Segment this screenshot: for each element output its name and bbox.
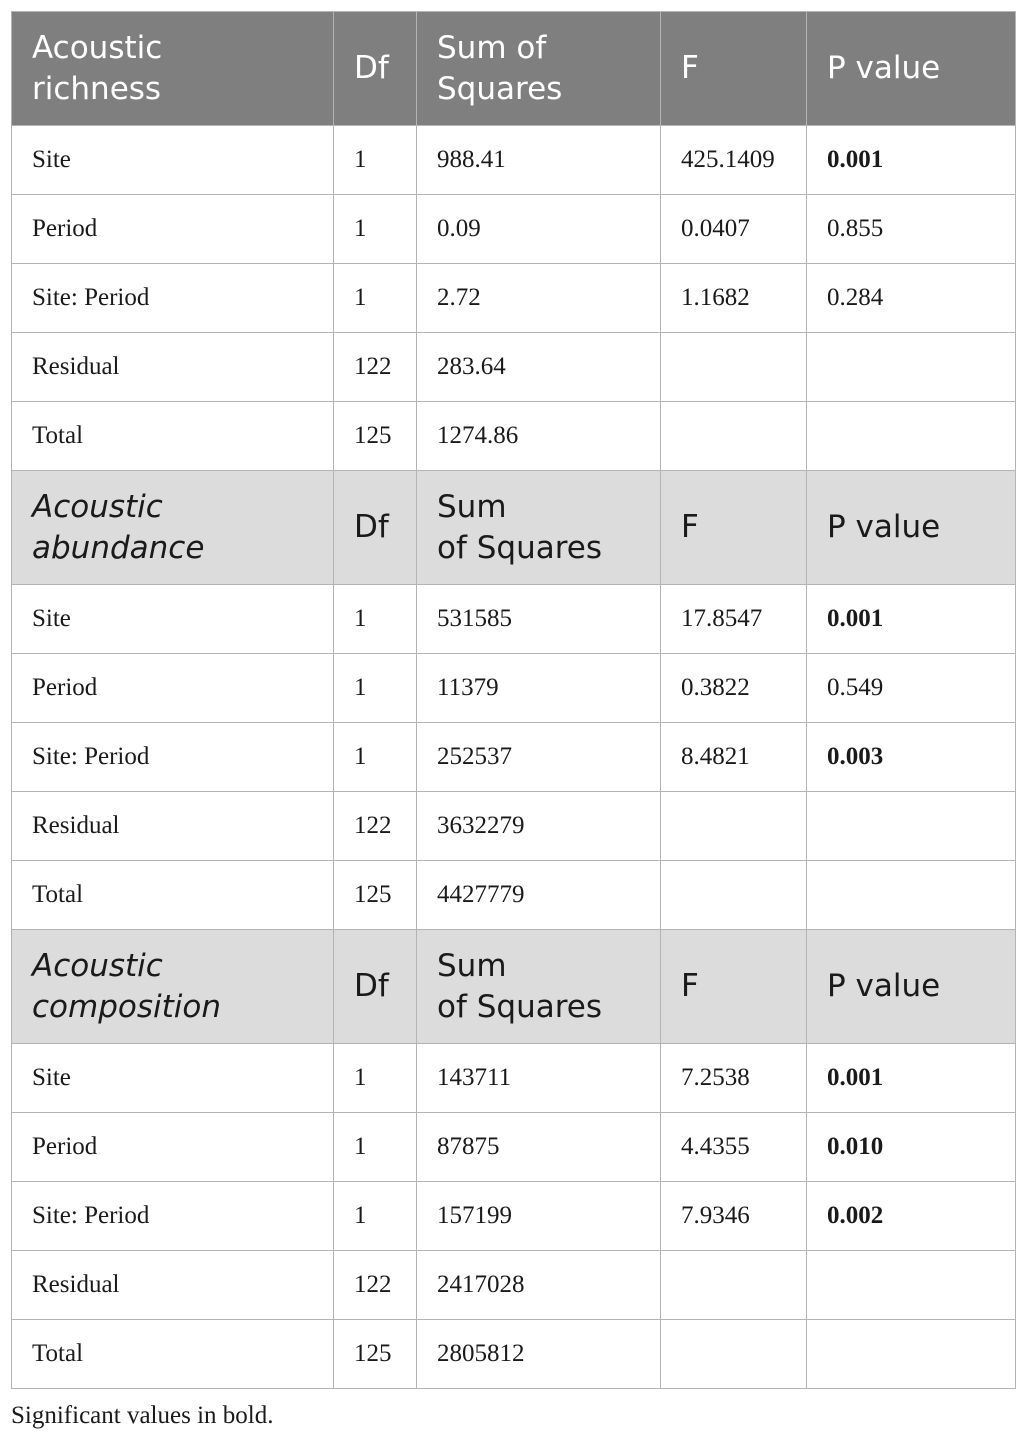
p-value-cell	[807, 792, 1016, 861]
p-value-cell	[807, 333, 1016, 402]
column-header: Df	[334, 12, 417, 126]
row-label: Residual	[12, 1251, 334, 1320]
df-cell: 125	[334, 861, 417, 930]
column-header: F	[661, 12, 807, 126]
p-value-cell	[807, 1320, 1016, 1389]
row-label: Site	[12, 585, 334, 654]
p-value-cell	[807, 1251, 1016, 1320]
column-header: P value	[807, 471, 1016, 585]
row-label: Site: Period	[12, 1182, 334, 1251]
sum-of-squares-cell: 988.41	[417, 126, 661, 195]
table-row	[12, 195, 1016, 264]
table-row	[12, 792, 1016, 861]
f-cell	[661, 402, 807, 471]
df-cell: 1	[334, 1044, 417, 1113]
row-label: Residual	[12, 333, 334, 402]
row-label: Total	[12, 1320, 334, 1389]
section-header-row	[12, 12, 1016, 126]
f-cell	[661, 1320, 807, 1389]
column-header: Df	[334, 471, 417, 585]
f-cell: 17.8547	[661, 585, 807, 654]
table-row	[12, 1182, 1016, 1251]
row-label: Residual	[12, 792, 334, 861]
df-cell: 1	[334, 585, 417, 654]
p-value-cell: 0.284	[807, 264, 1016, 333]
f-cell	[661, 333, 807, 402]
sum-of-squares-cell: 0.09	[417, 195, 661, 264]
p-value-cell: 0.549	[807, 654, 1016, 723]
df-cell: 1	[334, 264, 417, 333]
row-label: Period	[12, 654, 334, 723]
df-cell: 122	[334, 792, 417, 861]
df-cell: 1	[334, 195, 417, 264]
f-cell: 1.1682	[661, 264, 807, 333]
anova-table	[11, 11, 1016, 1389]
section-title: Acoustic abundance	[12, 471, 334, 585]
df-cell: 1	[334, 1113, 417, 1182]
table-row	[12, 723, 1016, 792]
f-cell: 7.9346	[661, 1182, 807, 1251]
sum-of-squares-cell: 157199	[417, 1182, 661, 1251]
column-header: F	[661, 930, 807, 1044]
sum-of-squares-cell: 252537	[417, 723, 661, 792]
df-cell: 125	[334, 402, 417, 471]
column-header: Sum of Squares	[417, 930, 661, 1044]
table-row	[12, 1044, 1016, 1113]
f-cell: 8.4821	[661, 723, 807, 792]
df-cell: 1	[334, 126, 417, 195]
section-title: Acoustic composition	[12, 930, 334, 1044]
table-row	[12, 402, 1016, 471]
f-cell	[661, 1251, 807, 1320]
table-row	[12, 264, 1016, 333]
p-value-cell: 0.010	[807, 1113, 1016, 1182]
p-value-cell: 0.002	[807, 1182, 1016, 1251]
df-cell: 1	[334, 723, 417, 792]
f-cell	[661, 861, 807, 930]
section-title: Acoustic richness	[12, 12, 334, 126]
sum-of-squares-cell: 4427779	[417, 861, 661, 930]
section-header-row	[12, 471, 1016, 585]
df-cell: 1	[334, 654, 417, 723]
df-cell: 1	[334, 1182, 417, 1251]
table-row	[12, 654, 1016, 723]
table-row	[12, 1113, 1016, 1182]
sum-of-squares-cell: 2805812	[417, 1320, 661, 1389]
f-cell: 7.2538	[661, 1044, 807, 1113]
row-label: Site	[12, 126, 334, 195]
column-header: Sum of Squares	[417, 12, 661, 126]
sum-of-squares-cell: 1274.86	[417, 402, 661, 471]
table-row	[12, 1251, 1016, 1320]
sum-of-squares-cell: 283.64	[417, 333, 661, 402]
df-cell: 122	[334, 333, 417, 402]
sum-of-squares-cell: 2417028	[417, 1251, 661, 1320]
p-value-cell: 0.001	[807, 585, 1016, 654]
row-label: Period	[12, 1113, 334, 1182]
sum-of-squares-cell: 87875	[417, 1113, 661, 1182]
f-cell: 0.0407	[661, 195, 807, 264]
table-row	[12, 585, 1016, 654]
f-cell: 4.4355	[661, 1113, 807, 1182]
table-row	[12, 1320, 1016, 1389]
table-row	[12, 861, 1016, 930]
column-header: Sum of Squares	[417, 471, 661, 585]
table-row	[12, 333, 1016, 402]
sum-of-squares-cell: 143711	[417, 1044, 661, 1113]
column-header: P value	[807, 12, 1016, 126]
row-label: Site: Period	[12, 264, 334, 333]
column-header: Df	[334, 930, 417, 1044]
p-value-cell: 0.001	[807, 126, 1016, 195]
row-label: Total	[12, 402, 334, 471]
column-header: P value	[807, 930, 1016, 1044]
sum-of-squares-cell: 11379	[417, 654, 661, 723]
row-label: Period	[12, 195, 334, 264]
table-row	[12, 126, 1016, 195]
p-value-cell: 0.855	[807, 195, 1016, 264]
p-value-cell	[807, 861, 1016, 930]
row-label: Site	[12, 1044, 334, 1113]
p-value-cell: 0.001	[807, 1044, 1016, 1113]
p-value-cell: 0.003	[807, 723, 1016, 792]
f-cell: 0.3822	[661, 654, 807, 723]
sum-of-squares-cell: 3632279	[417, 792, 661, 861]
df-cell: 122	[334, 1251, 417, 1320]
column-header: F	[661, 471, 807, 585]
df-cell: 125	[334, 1320, 417, 1389]
sum-of-squares-cell: 2.72	[417, 264, 661, 333]
p-value-cell	[807, 402, 1016, 471]
f-cell: 425.1409	[661, 126, 807, 195]
section-header-row	[12, 930, 1016, 1044]
sum-of-squares-cell: 531585	[417, 585, 661, 654]
f-cell	[661, 792, 807, 861]
row-label: Total	[12, 861, 334, 930]
row-label: Site: Period	[12, 723, 334, 792]
table-footnote: Significant values in bold.	[11, 1402, 274, 1429]
